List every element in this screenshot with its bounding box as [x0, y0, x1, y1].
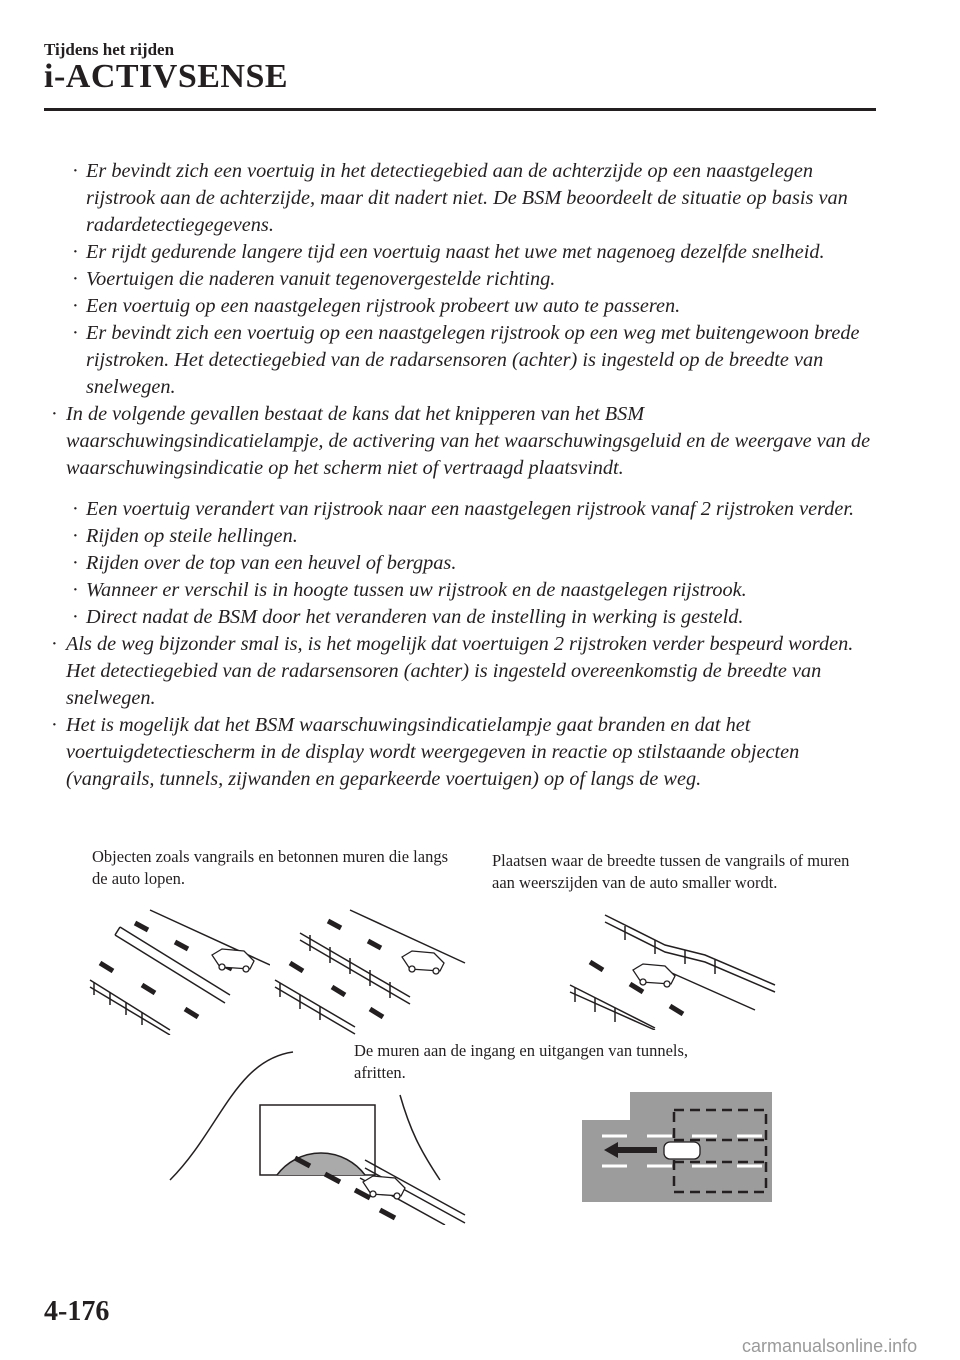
body-text [44, 158, 884, 793]
bullet-icon: · [51, 714, 58, 736]
caption-tunnels: De muren aan de ingang en uitgangen van tunnels, afritten. [354, 1041, 689, 1082]
list-item: · Als de weg bijzonder smal is, is het mogelijk dat voertuigen 2 rijstroken verder bespeurd worden. Het detectiegebied van de radarsensoren (achter) is ingesteld overeenkomstig de breedte van snelwegen. [51, 633, 854, 709]
bullet-icon: · [72, 606, 79, 628]
caption-guardrails: Objecten zoals vangrails en betonnen muren die langs de auto lopen. [92, 847, 449, 888]
bullet-icon: · [72, 525, 79, 547]
illustration-concrete-wall [80, 905, 270, 1035]
illustration-guardrails [270, 905, 470, 1035]
list-item: · Direct nadat de BSM door het veranderen van de instelling in werking is gesteld. [44, 604, 884, 631]
list-item: · Het is mogelijk dat het BSM waarschuwingsindicatielampje gaat branden en dat het voertuigdetectiescherm in de display wordt weergegeven in reactie op stilstaande objecten (vangrails, tunnels, zijwanden en geparkeerde voertuigen) op of langs de weg. [51, 714, 800, 790]
bullet-icon: · [72, 552, 79, 574]
list-item: · Er bevindt zich een voertuig in het detectiegebied aan de achterzijde op een naastgelegen rijstrook aan de achterzijde, maar dit nadert niet. De BSM beoordeelt de situatie op basis van radardetectiegegevens. [72, 160, 848, 236]
illustration-narrowing [565, 910, 780, 1030]
bullet-icon: · [72, 322, 79, 344]
watermark: carmanualsonline.info [742, 1336, 918, 1356]
list-item: · Er rijdt gedurende langere tijd een voertuig naast het uwe met nagenoeg dezelfde snelheid. [44, 239, 884, 266]
list-item: · Rijden op steile hellingen. [44, 523, 884, 550]
bullet-icon: · [72, 160, 79, 182]
list-item: · Rijden over de top van een heuvel of bergpas. [44, 550, 884, 577]
list-item: · Een voertuig verandert van rijstrook naar een naastgelegen rijstrook vanaf 2 rijstroken verder. [44, 496, 884, 523]
list-item: · Voertuigen die naderen vanuit tegenovergestelde richting. [44, 266, 884, 293]
bullet-icon: · [72, 579, 79, 601]
page-number: 4-176 [44, 1296, 110, 1327]
header-divider [44, 108, 876, 111]
caption-narrowing: Plaatsen waar de breedte tussen de vangrails of muren aan weerszijden van de auto smaller wordt. [492, 851, 850, 892]
bullet-icon: · [72, 295, 79, 317]
illustration-tunnel [165, 1050, 475, 1225]
illustration-top-down-road [582, 1090, 772, 1205]
bullet-icon: · [72, 268, 79, 290]
list-item: · Een voertuig op een naastgelegen rijstrook probeert uw auto te passeren. [44, 293, 884, 320]
section-label: Tijdens het rijden [44, 40, 175, 59]
page-title: i-ACTIVSENSE [44, 58, 289, 95]
list-item: · Wanneer er verschil is in hoogte tussen uw rijstrook en de naastgelegen rijstrook. [44, 577, 884, 604]
bullet-icon: · [51, 633, 58, 655]
bullet-icon: · [72, 498, 79, 520]
list-item: · Er bevindt zich een voertuig op een naastgelegen rijstrook op een weg met buitengewoon brede rijstroken. Het detectiegebied van de radarsensoren (achter) is ingesteld op de breedte van snelwegen. [72, 322, 860, 398]
bullet-icon: · [72, 241, 79, 263]
bullet-icon: · [51, 403, 58, 425]
list-item: · In de volgende gevallen bestaat de kans dat het knipperen van het BSM waarschuwingsindicatielampje, de activering van het waarschuwingsgeluid en de weergave van de waarschuwingsindicatie op het scherm niet of vertraagd plaatsvindt. [51, 403, 871, 479]
